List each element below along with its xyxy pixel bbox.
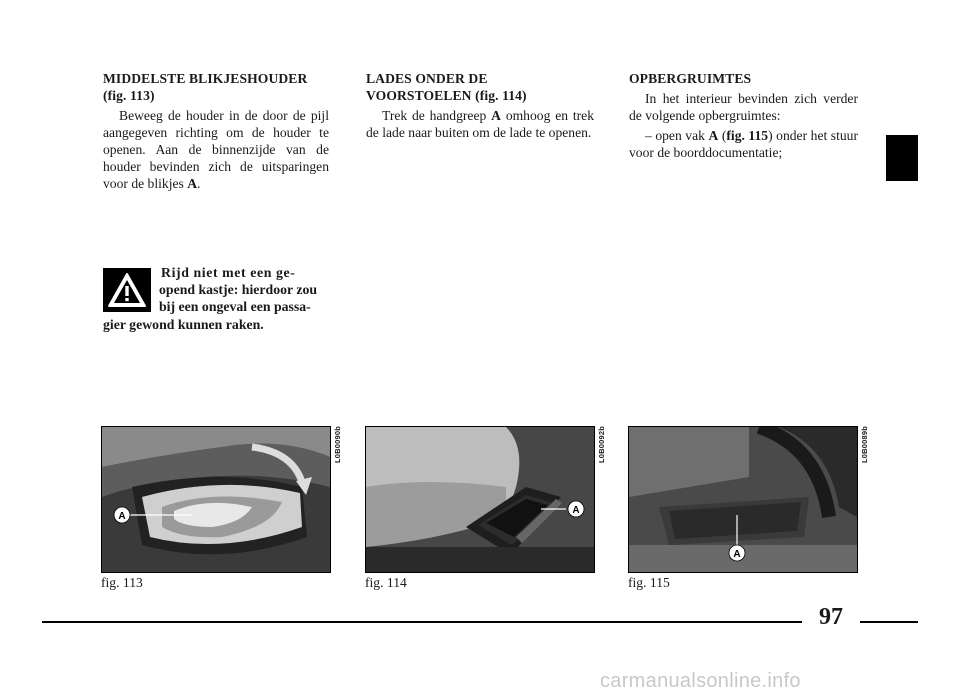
column-right <box>629 70 858 164</box>
section-heading-cupholder: MIDDELSTE BLIKJESHOUDER (fig. 113) <box>103 71 308 103</box>
page-number: 97 <box>819 604 843 630</box>
warning-line-4: gier gewond kunnen raken. <box>103 316 264 332</box>
section-heading-storage: OPBERGRUIMTES <box>629 71 752 86</box>
figure-115-code: L0B0089b <box>860 426 869 464</box>
warning-line-2: opend kastje: hierdoor zou <box>159 282 318 298</box>
drawers-paragraph: Trek de handgreep A omhoog en trek de lade naar buiten om de lade te openen. <box>366 108 594 140</box>
column-left <box>103 70 329 195</box>
storage-item-paragraph: – open vak A (fig. 115) onder het stuur voor de boorddocumentatie; <box>629 128 858 160</box>
warning-line-3: bij een ongeval een passa- <box>159 299 311 315</box>
watermark-text: carmanualsonline.info <box>600 670 801 692</box>
figure-114-code: L0B0092b <box>597 426 606 464</box>
figure-114-label: A <box>572 505 580 516</box>
chapter-tab-marker <box>886 135 918 181</box>
warning-triangle-icon <box>103 268 151 312</box>
footer-rule-left <box>42 621 802 623</box>
figure-113-label: A <box>118 511 126 522</box>
figure-113-cupholder-photo <box>101 426 331 573</box>
figure-115-dash-compartment-photo <box>628 426 858 573</box>
storage-intro-paragraph: In het interieur bevinden zich verder de volgende opbergruimtes: <box>629 91 858 123</box>
column-middle <box>366 70 594 144</box>
warning-box <box>103 264 329 333</box>
footer-rule-right <box>860 621 918 623</box>
figure-115-caption: fig. 115 <box>628 575 670 590</box>
figure-113-code: L0B0090b <box>333 426 342 464</box>
cupholder-paragraph: Beweeg de houder in de door de pijl aangegeven richting om de houder te openen. Aan de binnenzijde van de houder bevinden zich de uitsparingen voor de blikjes A. <box>103 108 329 191</box>
section-heading-drawers: LADES ONDER DE VOORSTOELEN (fig. 114) <box>366 71 527 103</box>
figure-115-label: A <box>733 549 741 560</box>
figure-113-caption: fig. 113 <box>101 575 143 590</box>
warning-line-1: Rijd niet met een ge- <box>161 265 296 280</box>
figure-114-drawer-photo <box>365 426 595 573</box>
figure-114-caption: fig. 114 <box>365 575 407 590</box>
